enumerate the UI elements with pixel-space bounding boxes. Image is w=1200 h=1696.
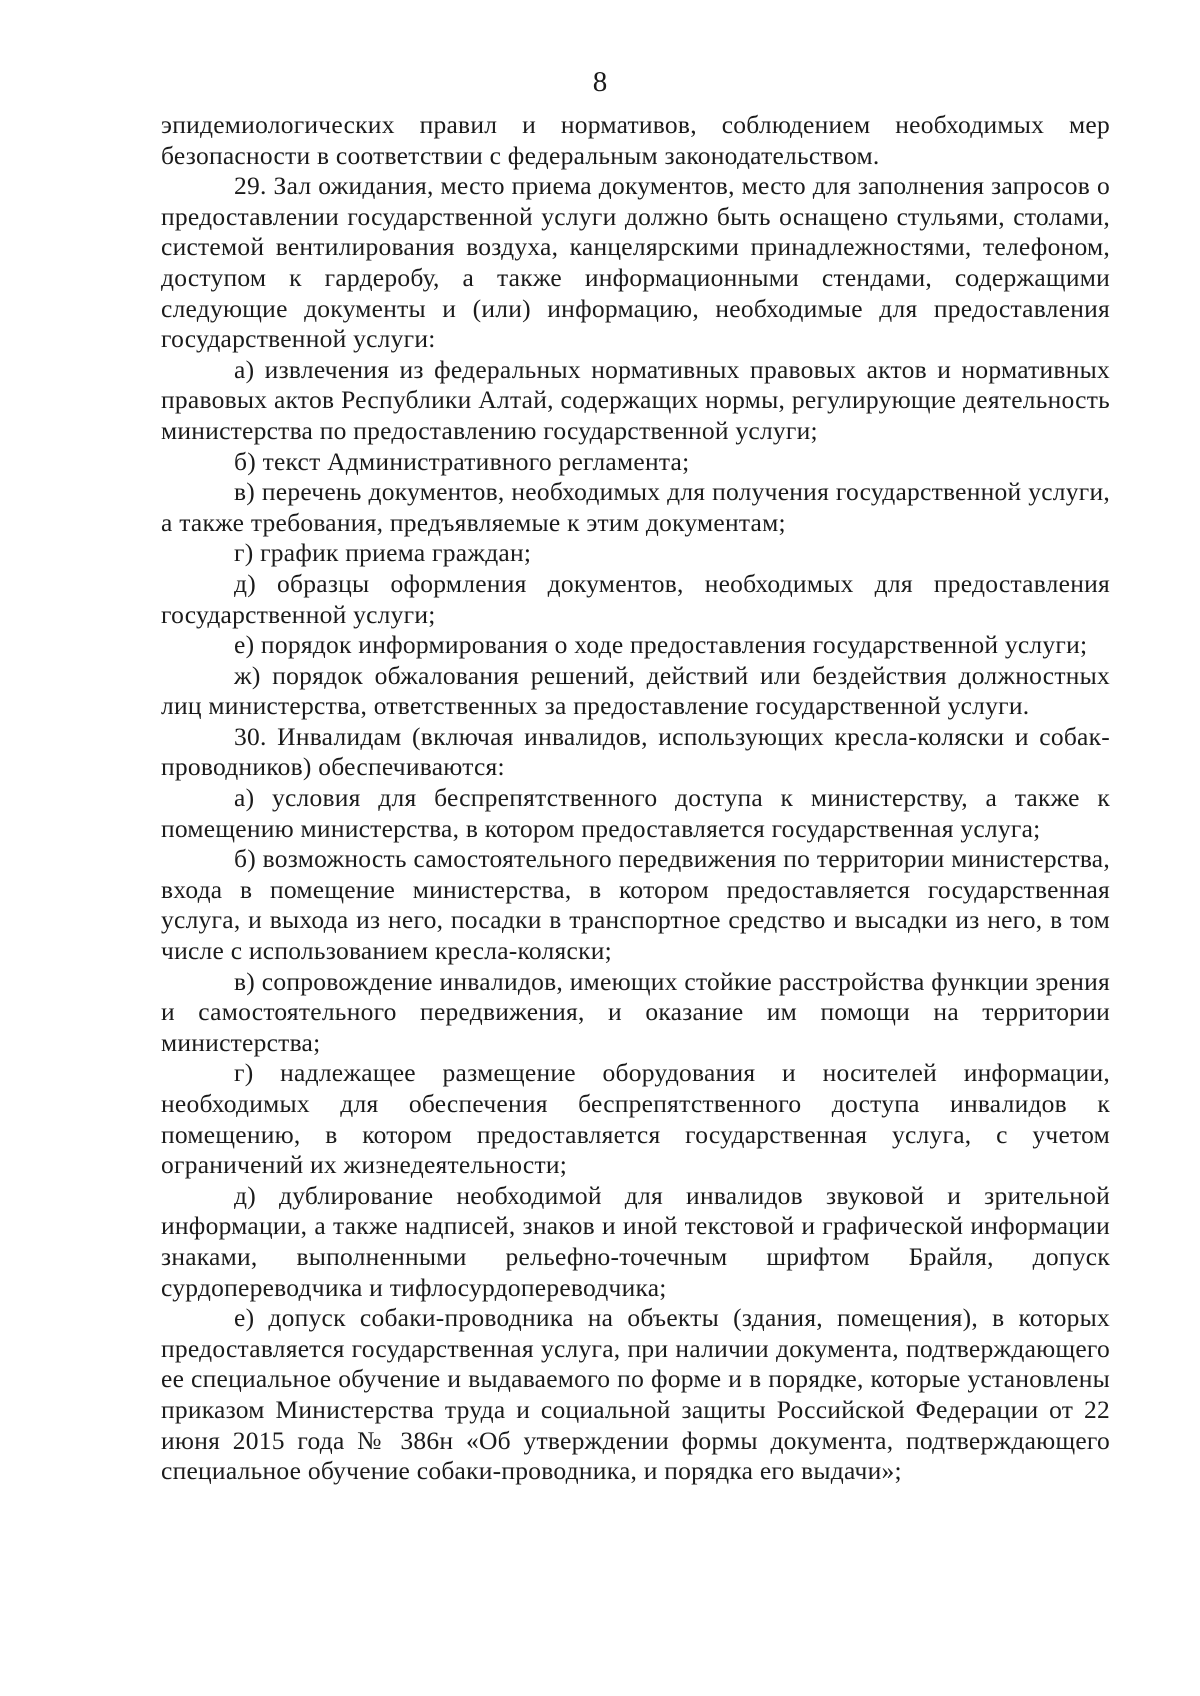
list-item-a: а) условия для беспрепятственного доступа к министерству, а также к помещению министерства, в котором предоставляется государственная услуга;: [161, 783, 1110, 843]
list-item-d: д) дублирование необходимой для инвалидов звуковой и зрительной информации, а также надписей, знаков и иной текстовой и графической информации знаками, выполненными рельефно-точечным шрифтом Брайля, допуск сурдопереводчика и тифлосурдопереводчика;: [161, 1180, 1110, 1302]
list-item-a: а) извлечения из федеральных нормативных правовых актов и нормативных правовых актов Республики Алтай, содержащих нормы, регулирующие деятельность министерства по предоставлению государственной услуги;: [161, 354, 1110, 445]
list-item-e: е) порядок информирования о ходе предоставления государственной услуги;: [234, 630, 1088, 660]
list-item-v: в) сопровождение инвалидов, имеющих стойкие расстройства функции зрения и самостоятельного передвижения, и оказание им помощи на территории министерства;: [161, 966, 1110, 1057]
document-body: [161, 110, 1110, 1487]
list-item-v: в) перечень документов, необходимых для получения государственной услуги, а также требования, предъявляемые к этим документам;: [161, 477, 1110, 537]
list-item-d: д) образцы оформления документов, необходимых для предоставления государственной услуги;: [161, 568, 1110, 629]
list-item-g: г) график приема граждан;: [234, 538, 532, 568]
list-item-b: б) возможность самостоятельного передвижения по территории министерства, входа в помещение министерства, в котором предоставляется государственная услуга, и выхода из него, посадки в транспортное средство и высадки из него, в том числе с использованием кресла-коляски;: [161, 844, 1110, 966]
list-item-e: е) допуск собаки-проводника на объекты (здания, помещения), в которых предоставляется государственная услуга, при наличии документа, подтверждающего ее специальное обучение и выдаваемого по форме и в порядке, которые установлены приказом Министерства труда и социальной защиты Российской Федерации от 22 июня 2015 года № 386н «Об утверждении формы документа, подтверждающего специальное обучение собаки-проводника, и порядка его выдачи»;: [161, 1303, 1110, 1486]
list-item-b: б) текст Административного регламента;: [234, 446, 690, 476]
paragraph-item-29: 29. Зал ожидания, место приема документов, место для заполнения запросов о предоставлении государственной услуги должно быть оснащено стульями, столами, системой вентилирования воздуха, канцелярскими принадлежностями, телефоном, доступом к гардеробу, а также информационными стендами, содержащими следующие документы и (или) информацию, необходимые для предоставления государственной услуги:: [161, 171, 1110, 354]
page-number: 8: [592, 66, 608, 98]
list-item-g: г) надлежащее размещение оборудования и носителей информации, необходимых для обеспечения беспрепятственного доступа инвалидов к помещению, в котором предоставляется государственная услуга, с учетом ограничений их жизнедеятельности;: [161, 1058, 1110, 1180]
list-item-zh: ж) порядок обжалования решений, действий или бездействия должностных лиц министерства, ответственных за предоставление государственной услуги.: [161, 660, 1110, 721]
paragraph-item-30: 30. Инвалидам (включая инвалидов, использующих кресла-коляски и собак-проводников) обеспечиваются:: [161, 721, 1110, 782]
paragraph: эпидемиологических правил и нормативов, соблюдением необходимых мер безопасности в соответствии с федеральным законодательством.: [161, 110, 1110, 170]
